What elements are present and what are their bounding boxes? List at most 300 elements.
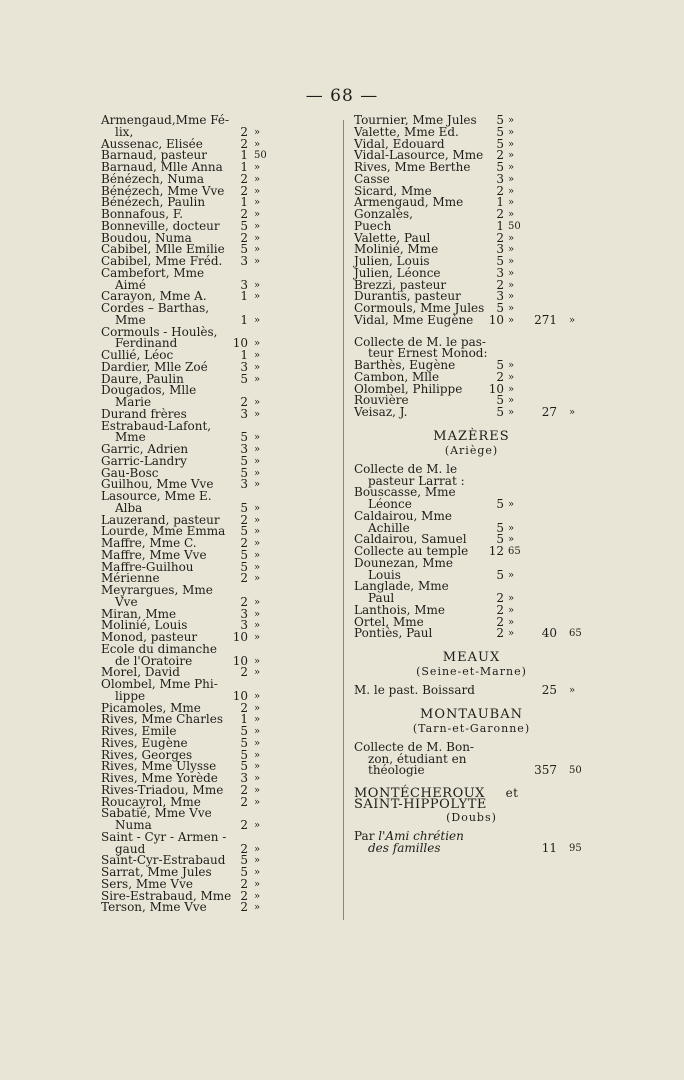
entry-amount: 5 — [496, 136, 504, 151]
entry-cents: » — [508, 371, 515, 383]
entry-amount: 3 — [496, 171, 504, 186]
entry-amount: 10 — [232, 688, 248, 703]
entry-name: lix, — [115, 124, 134, 139]
entry-name: Vve — [115, 594, 138, 609]
entry-cents: » — [508, 593, 515, 604]
entry-cents: » — [254, 667, 261, 679]
section-montecheroux — [354, 787, 589, 855]
entry-name: Louis — [368, 567, 401, 582]
entry-cents: » — [508, 162, 515, 173]
entry-name: Lourde, Mme Emma — [101, 524, 226, 539]
section-mazeres — [354, 429, 589, 640]
list-item — [354, 765, 589, 777]
section-subheading: (Doubs) — [446, 811, 497, 824]
entry-cents: » — [254, 561, 261, 573]
entry-cents: 65 — [508, 546, 521, 557]
entry-amount: 1 — [240, 712, 248, 727]
entry-cents: » — [254, 655, 261, 667]
entry-name: Veisaz, J. — [354, 405, 408, 419]
entry-amount: 3 — [240, 254, 248, 268]
entry-amount: 2 — [240, 794, 248, 809]
entry-amount: 5 — [496, 254, 504, 268]
entry-amount: 2 — [240, 876, 248, 891]
right-column — [354, 115, 589, 855]
entry-cents: » — [254, 514, 261, 526]
list-item — [354, 628, 589, 640]
entry-name: Garric, Adrien — [101, 442, 189, 456]
entry-name: Langlade, Mme — [354, 579, 449, 594]
entry-amount: 3 — [240, 771, 248, 785]
entry-cents: » — [254, 890, 261, 902]
entry-amount: 5 — [496, 532, 504, 547]
entry-amount: 3 — [240, 277, 248, 292]
entry-name: Tournier, Mme Jules — [354, 113, 477, 127]
entry-name: Olombel, Mme Phi- — [101, 677, 218, 691]
entry-cents: » — [254, 173, 261, 185]
entry-name: Vidal, Mme Eugène — [354, 312, 474, 327]
entry-cents: » — [254, 126, 261, 138]
entry-name: Julien, Louis — [354, 254, 430, 268]
entry-cents: » — [508, 291, 515, 303]
entry-amount: 2 — [240, 124, 248, 139]
entry-amount: 5 — [496, 393, 504, 408]
entry-name: Cullié, Léoc — [101, 348, 174, 362]
entry-amount: 10 — [232, 336, 248, 351]
entry-name: Daure, Paulin — [101, 371, 184, 386]
total-amount: 271 — [534, 312, 557, 327]
entry-name: Rives-Triadou, Mme — [101, 782, 224, 797]
entry-cents: » — [254, 620, 261, 632]
entry-name: Lauzerand, pasteur — [101, 512, 220, 527]
entry-cents: » — [508, 138, 515, 150]
total-cents: 50 — [569, 765, 582, 777]
entry-amount: 3 — [496, 242, 504, 257]
entry-name: théologie — [368, 763, 425, 778]
entry-cents: » — [254, 749, 261, 761]
entry-cents: » — [508, 209, 515, 220]
entry-name: Barthès, Eugène — [354, 358, 456, 372]
entry-cents: » — [508, 360, 515, 371]
list-item — [101, 902, 276, 914]
entry-name: Bénézech, Numa — [101, 171, 205, 186]
total-cents: 65 — [569, 628, 582, 640]
entry-name: Léonce — [368, 497, 412, 511]
entry-amount: 2 — [240, 183, 248, 198]
entry-name: Saint-Cyr-Estrabaud — [101, 853, 226, 868]
entry-amount: 2 — [240, 900, 248, 915]
entry-cents: » — [508, 616, 515, 628]
entry-name: Morel, David — [101, 665, 180, 680]
entry-cents: » — [254, 444, 261, 455]
entry-name: M. le past. Boissard — [354, 683, 475, 697]
entry-cents: » — [508, 628, 515, 640]
entry-name: Cordes – Barthas, — [101, 301, 210, 315]
entry-name: Miran, Mme — [101, 606, 177, 621]
entry-cents: » — [254, 526, 261, 538]
entry-cents: » — [254, 314, 261, 326]
entry-name: gaud — [115, 841, 146, 856]
entry-name: Barnaud, pasteur — [101, 148, 208, 163]
entry-cents: » — [254, 702, 261, 714]
donor-block-2 — [354, 334, 589, 419]
entry-amount: 2 — [496, 369, 504, 384]
entry-amount: 5 — [240, 724, 248, 738]
entry-cents: » — [254, 432, 261, 444]
entry-name: Rives, Mme Charles — [101, 712, 224, 727]
entry-name: Cormouls - Houlès, — [101, 324, 218, 339]
entry-cents: » — [508, 115, 515, 126]
section-subheading: (Ariège) — [444, 443, 499, 457]
entry-cents: 50 — [508, 220, 521, 232]
entry-cents: » — [254, 291, 261, 303]
entry-cents: » — [508, 395, 515, 407]
entry-cents: » — [254, 397, 261, 408]
entry-name: Sire-Estrabaud, Mme — [101, 888, 232, 903]
entry-amount: 5 — [496, 160, 504, 174]
entry-cents: » — [254, 867, 261, 878]
entry-cents: » — [254, 256, 261, 267]
entry-cents: » — [254, 690, 261, 702]
entry-cents: » — [254, 549, 261, 561]
entry-amount: 5 — [240, 371, 248, 386]
entry-amount: 5 — [496, 113, 504, 127]
entry-amount: 2 — [496, 277, 504, 292]
entry-amount: 5 — [240, 465, 248, 480]
entry-amount: 2 — [496, 626, 504, 641]
entry-cents: » — [254, 373, 261, 385]
entry-amount: 3 — [240, 359, 248, 374]
entry-amount: 3 — [240, 442, 248, 456]
entry-name: Bouscasse, Mme — [354, 485, 456, 500]
entry-name: Lasource, Mme E. — [101, 489, 212, 503]
entry-name: Casse — [354, 171, 390, 186]
entry-cents: » — [254, 596, 261, 608]
section-subheading: (Seine-et-Marne) — [416, 665, 527, 678]
entry-name: Rives, Emile — [101, 724, 177, 738]
entry-amount: 12 — [488, 544, 504, 558]
entry-name: Sarrat, Mme Jules — [101, 865, 212, 879]
entry-name: Valette, Mme Ed. — [354, 124, 459, 139]
entry-cents: » — [508, 534, 515, 546]
entry-amount: 2 — [240, 782, 248, 797]
entry-amount: 1 — [240, 289, 248, 304]
donor-block-1 — [354, 115, 589, 327]
entry-name: Collecte de M. Bon- — [354, 739, 474, 754]
entry-name: Cabibel, Mme Fréd. — [101, 254, 223, 268]
entry-name: Gonzalès, — [354, 207, 413, 221]
entry-cents: » — [508, 232, 515, 244]
entry-cents: » — [508, 303, 515, 314]
entry-cents: » — [254, 361, 261, 373]
entry-amount: 5 — [240, 735, 248, 750]
entry-name: Rives, Georges — [101, 747, 193, 762]
entry-amount: 1 — [240, 160, 248, 174]
entry-name: Rives, Mme Berthe — [354, 160, 471, 174]
title-line-1: MONTÉCHEROUX — [354, 786, 485, 801]
entry-name: Ferdinand — [115, 336, 178, 351]
entry-cents: » — [254, 338, 261, 350]
entry-amount: 2 — [496, 148, 504, 163]
list-item — [354, 312, 589, 327]
entry-cents: » — [254, 608, 261, 620]
entry-amount: 2 — [240, 818, 248, 832]
entry-cents: » — [508, 126, 515, 138]
entry-amount: 2 — [240, 207, 248, 221]
entry-cents: » — [254, 197, 261, 209]
section-subheading: (Tarn-et-Garonne) — [412, 721, 531, 735]
entry-cents: » — [254, 244, 261, 256]
entry-amount: 2 — [240, 571, 248, 586]
entry-amount: 2 — [240, 395, 248, 409]
entry-name: Rives, Mme Yorède — [101, 771, 218, 785]
entry-amount: 10 — [232, 630, 248, 644]
entry-cents: 50 — [254, 150, 267, 162]
entry-amount: 5 — [496, 301, 504, 315]
section-heading: MONTAUBAN — [420, 706, 523, 722]
entry-amount: 2 — [240, 665, 248, 680]
entry-cents: » — [254, 209, 261, 220]
total-cents: » — [569, 314, 576, 326]
entry-name: Bonneville, docteur — [101, 218, 220, 233]
par-label: Par — [354, 829, 375, 843]
entry-amount: 5 — [240, 559, 248, 574]
entry-cents: » — [254, 479, 261, 491]
entry-amount: 2 — [240, 700, 248, 715]
entry-cents: » — [254, 162, 261, 173]
left-column — [101, 115, 276, 914]
entry-amount: 5 — [496, 497, 504, 511]
list-item — [354, 407, 589, 419]
entry-cents: » — [254, 502, 261, 514]
entry-name: Caldairou, Samuel — [354, 532, 467, 547]
entry-amount: 3 — [496, 289, 504, 304]
entry-amount: 5 — [240, 218, 248, 233]
entry-name: Lanthois, Mme — [354, 602, 446, 617]
entry-amount: 5 — [240, 547, 248, 562]
entry-amount: 5 — [496, 358, 504, 372]
entry-amount: 5 — [496, 124, 504, 139]
entry-name: Durantis, pasteur — [354, 289, 461, 304]
entry-name: Puech — [354, 218, 392, 233]
entry-cents: » — [254, 632, 261, 643]
entry-cents: » — [254, 784, 261, 796]
entry-amount: 1 — [240, 195, 248, 210]
entry-cents: » — [508, 314, 515, 326]
entry-name: Rives, Mme Ulysse — [101, 759, 217, 774]
section-montauban — [354, 707, 589, 777]
entry-amount: 2 — [240, 594, 248, 609]
entry-cents: » — [254, 350, 261, 361]
entry-amount: 5 — [240, 524, 248, 539]
entry-cents: » — [508, 522, 515, 534]
entry-amount: 2 — [240, 841, 248, 856]
entry-amount: 5 — [240, 865, 248, 879]
entry-name: Valette, Paul — [354, 230, 431, 245]
entry-amount: 5 — [240, 242, 248, 257]
list-item — [354, 685, 589, 697]
entry-amount: 2 — [240, 171, 248, 186]
entry-name: Gau-Bosc — [101, 465, 159, 480]
entry-cents: » — [254, 902, 261, 914]
entry-name: zon, étudiant en — [368, 751, 467, 766]
entry-cents: » — [254, 455, 261, 467]
entry-name: teur Ernest Monod: — [368, 346, 488, 361]
entry-cents: » — [508, 407, 515, 418]
entry-amount: 5 — [240, 853, 248, 868]
entry-name: Bonnafous, F. — [101, 207, 184, 221]
entry-amount: 2 — [496, 207, 504, 221]
entry-amount: 5 — [240, 453, 248, 468]
entry-amount: 5 — [240, 759, 248, 774]
entry-cents: » — [508, 383, 515, 395]
entry-name: Collecte de M. le — [354, 461, 458, 476]
total-amount: 27 — [541, 405, 557, 419]
entry-name: Olombel, Philippe — [354, 381, 463, 396]
entry-cents: » — [508, 256, 515, 267]
entry-name: Armengaud, Mme — [354, 195, 464, 210]
entry-amount: 3 — [240, 606, 248, 621]
entry-name: Molinié, Mme — [354, 242, 439, 257]
total-amount: 25 — [541, 683, 557, 697]
entry-cents: » — [508, 173, 515, 185]
entry-name: Aussenac, Elisée — [101, 136, 203, 151]
entry-name: Maffre-Guilhou — [101, 559, 194, 574]
entry-name: Boudou, Numa — [101, 230, 192, 245]
entry-name: Estrabaud-Lafont, — [101, 418, 212, 433]
entry-name: Monod, pasteur — [101, 630, 198, 644]
total-cents: » — [569, 685, 576, 696]
entry-amount: 2 — [240, 136, 248, 151]
entry-amount: 5 — [496, 405, 504, 419]
entry-amount: 2 — [496, 183, 504, 198]
entry-cents: » — [508, 569, 515, 581]
entry-amount: 10 — [232, 653, 248, 668]
entry-name: Cabibel, Mlle Emilie — [101, 242, 225, 257]
entry-amount: 2 — [240, 536, 248, 550]
entry-cents: » — [254, 820, 261, 831]
entry-amount: 2 — [496, 602, 504, 617]
entry-name: Carayon, Mme A. — [101, 289, 207, 304]
entry-amount: 2 — [496, 591, 504, 605]
entry-cents: » — [254, 538, 261, 549]
entry-name: Mme — [115, 430, 146, 445]
entry-name: Dougados, Mlle — [101, 383, 197, 398]
entry-cents: » — [254, 737, 261, 749]
entry-name: Bénézech, Mme Vve — [101, 183, 225, 198]
entry-name: Durand frères — [101, 406, 187, 421]
entry-cents: » — [508, 185, 515, 197]
entry-cents: » — [508, 197, 515, 209]
entry-name: Meyrargues, Mme — [101, 583, 213, 597]
entry-name: Alba — [115, 500, 143, 515]
entry-cents: » — [508, 244, 515, 256]
entry-name: Vidal, Edouard — [354, 136, 445, 151]
entry-name: Ortel, Mme — [354, 614, 424, 629]
entry-name: Rouvière — [354, 393, 409, 408]
entry-name: Dardier, Mlle Zoé — [101, 359, 208, 374]
entry-name: Guilhou, Mme Vve — [101, 477, 214, 492]
entry-name: Maffre, Mme C. — [101, 536, 197, 550]
entry-cents: » — [254, 761, 261, 773]
entry-name: Vidal-Lasource, Mme — [354, 148, 484, 163]
entry-cents: » — [508, 279, 515, 291]
entry-amount: 5 — [240, 747, 248, 762]
entry-cents: » — [254, 467, 261, 479]
section-heading: MAZÈRES — [433, 428, 510, 444]
entry-amount: 5 — [240, 430, 248, 445]
entry-amount: 3 — [496, 265, 504, 280]
entry-name: Pontiès, Paul — [354, 626, 433, 641]
entry-name: Barnaud, Mlle Anna — [101, 160, 223, 174]
entry-name: de l'Oratoire — [115, 653, 193, 668]
entry-name: Cambon, Mlle — [354, 369, 440, 384]
entry-name: Picamoles, Mme — [101, 700, 201, 715]
entry-name: Cambefort, Mme — [101, 265, 205, 280]
entry-amount: 3 — [240, 406, 248, 421]
entry-amount: 5 — [496, 567, 504, 582]
entry-name: Dounezan, Mme — [354, 555, 454, 570]
title-line-2: SAINT-HIPPOLYTE — [354, 797, 487, 812]
entry-name: Sabatié, Mme Vve — [101, 806, 212, 821]
entry-name: Rives, Eugène — [101, 735, 188, 750]
entry-amount: 5 — [496, 520, 504, 535]
entry-name: Garric-Landry — [101, 453, 187, 468]
entry-amount: 1 — [240, 312, 248, 327]
entry-name: Collecte au temple — [354, 544, 469, 558]
entry-name: Mme — [115, 312, 146, 327]
entry-cents: » — [508, 150, 515, 162]
column-rule — [343, 120, 344, 920]
entry-cents: » — [254, 843, 261, 855]
section-heading: MEAUX — [442, 650, 501, 665]
entry-amount: 2 — [496, 614, 504, 629]
entry-name: Maffre, Mme Vve — [101, 547, 207, 562]
entry-name: Armengaud,Mme Fé- — [101, 113, 230, 127]
entry-name: Saint - Cyr - Armen - — [101, 829, 227, 844]
title-et: et — [505, 786, 519, 800]
page-number: — 68 — — [305, 86, 379, 106]
entry-amount: 1 — [496, 218, 504, 233]
entry-amount: 1 — [496, 195, 504, 210]
entry-amount: 1 — [240, 148, 248, 163]
entry-cents: » — [254, 185, 261, 197]
entry-cents: » — [254, 138, 261, 150]
entry-amount: 10 — [488, 381, 504, 396]
total-cents: » — [569, 407, 576, 418]
entry-cents: » — [254, 220, 261, 232]
entry-amount: 2 — [496, 230, 504, 245]
entry-cents: » — [254, 796, 261, 808]
section-meaux — [354, 650, 589, 697]
par-italic: l'Ami chrétien — [378, 829, 464, 843]
entry-name: des familles — [368, 840, 441, 855]
entry-cents: » — [254, 714, 261, 726]
entry-amount: 2 — [240, 512, 248, 527]
entry-name: Molinié, Louis — [101, 618, 188, 633]
entry-name: Sicard, Mme — [354, 183, 432, 198]
entry-amount: 3 — [240, 477, 248, 492]
entry-name: Numa — [115, 818, 152, 832]
entry-cents: » — [254, 726, 261, 737]
entry-cents: » — [254, 408, 261, 420]
entry-name: pasteur Larrat : — [368, 473, 465, 488]
entry-cents: » — [254, 878, 261, 890]
total-cents: 95 — [569, 842, 582, 854]
entry-amount: 2 — [240, 888, 248, 903]
entry-cents: » — [254, 855, 261, 867]
entry-name: Caldairou, Mme — [354, 508, 452, 523]
entry-name: Achille — [368, 520, 410, 535]
